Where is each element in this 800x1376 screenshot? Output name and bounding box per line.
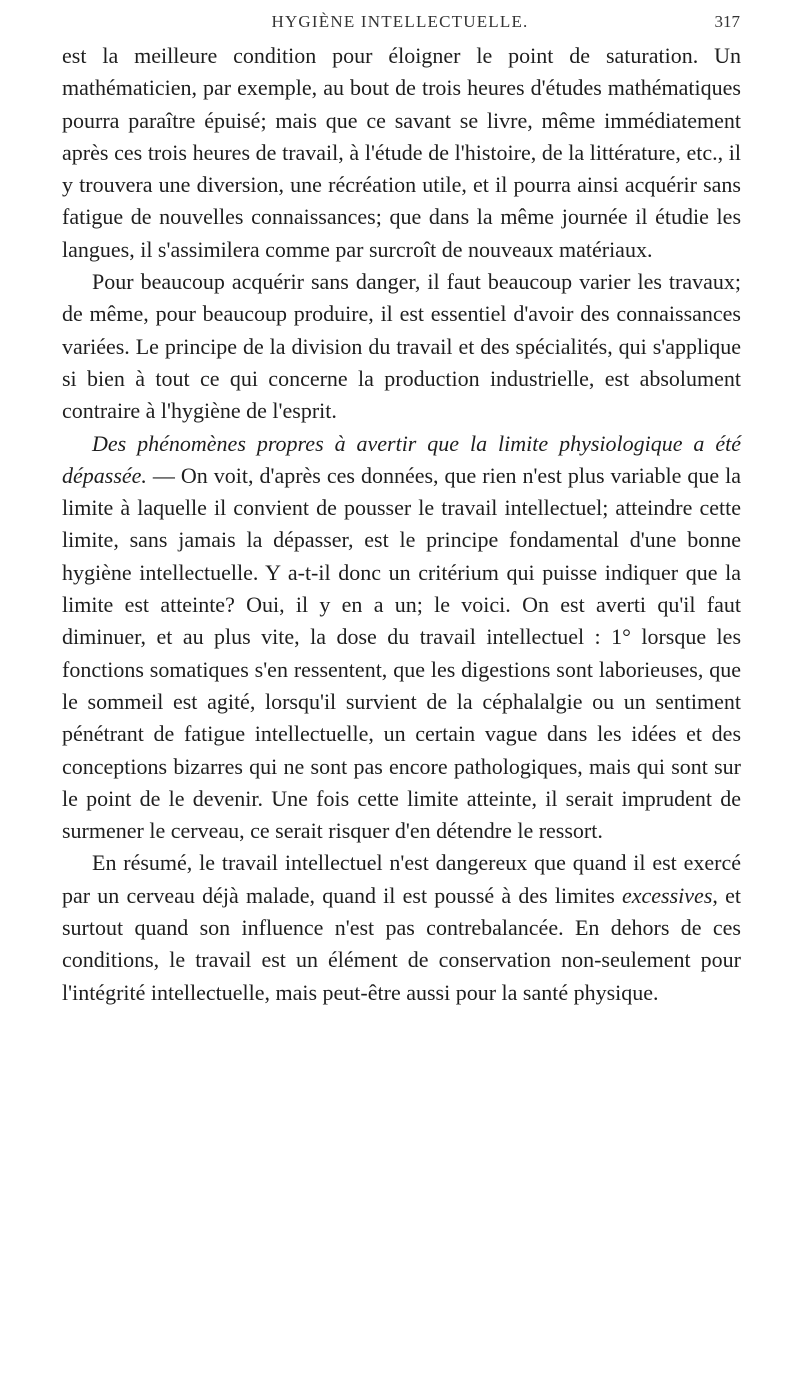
page-number: 317 (714, 12, 740, 31)
summary-emphasis: excessives (622, 882, 713, 908)
paragraph-variety: Pour beaucoup acquérir sans danger, il faut beaucoup varier les travaux; de même, pour beaucoup produire, il est essentiel d'avoir des connaissances variées. Le principe de la division du travail et des spécialités, qui s'applique si bien à tout ce qui concerne la production industrielle, est absolument contraire à l'hygiène de l'esprit. (62, 269, 741, 424)
paragraph-continued: est la meilleure condition pour éloigner le point de saturation. Un mathématicien, par exemple, au bout de trois heures d'études mathématiques pourra paraître épuisé; mais que ce savant se livre, même immédiatement après ces trois heures de travail, à l'étude de l'histoire, de la littérature, etc., il y trouvera une diversion, une récréation utile, et il pourra ainsi acquérir sans fatigue de nouvelles connaissances; que dans la même journée il étudie les langues, il s'assimilera comme par surcroît de nouveaux matériaux. (62, 43, 741, 262)
section-text: — On voit, d'après ces données, que rien n'est plus variable que la limite à laquelle il convient de pousser le travail intellectuel; atteindre cette limite, sans jamais la dépasser, est le principe fondamental d'une bonne hygiène intellectuelle. Y a-t-il donc un critérium qui puisse indiquer que la limite est atteinte? Oui, il y en a un; le voici. On est averti qu'il faut diminuer, et au plus vite, la dose du travail intellectuel : 1° lorsque les fonctions somatiques s'en ressentent, que les digestions sont laborieuses, que le sommeil est agité, lorsqu'il survient de la céphalalgie ou un sentiment pénétrant de fatigue intellectuelle, un certain vague dans les idées et des conceptions bizarres qui ne sont pas encore pathologiques, mais qui sont sur le point de le devenir. Une fois cette limite atteinte, il serait imprudent de surmener le cerveau, ce serait risquer d'en détendre le ressort. (62, 462, 741, 844)
paragraph-summary (62, 847, 741, 1008)
page-body (62, 40, 741, 1009)
paragraph-limit-section (62, 428, 741, 848)
summary-text-after: , et surtout quand son influence n'est pas contrebalancée. En dehors de ces conditions, le travail est un élément de conservation non-seulement pour l'intégrité intellectuelle, mais peut-être aussi pour la santé physique. (62, 882, 741, 1005)
section-heading: Des phénomènes propres à avertir que la limite physiologique a été dépassée. (62, 430, 741, 488)
summary-text-before: En résumé, le travail intellectuel n'est dangereux que quand il est exercé par un cerveau déjà malade, quand il est poussé à des limites (62, 850, 741, 908)
running-title: HYGIÈNE INTELLECTUELLE. (271, 12, 529, 31)
page-header (60, 4, 740, 40)
